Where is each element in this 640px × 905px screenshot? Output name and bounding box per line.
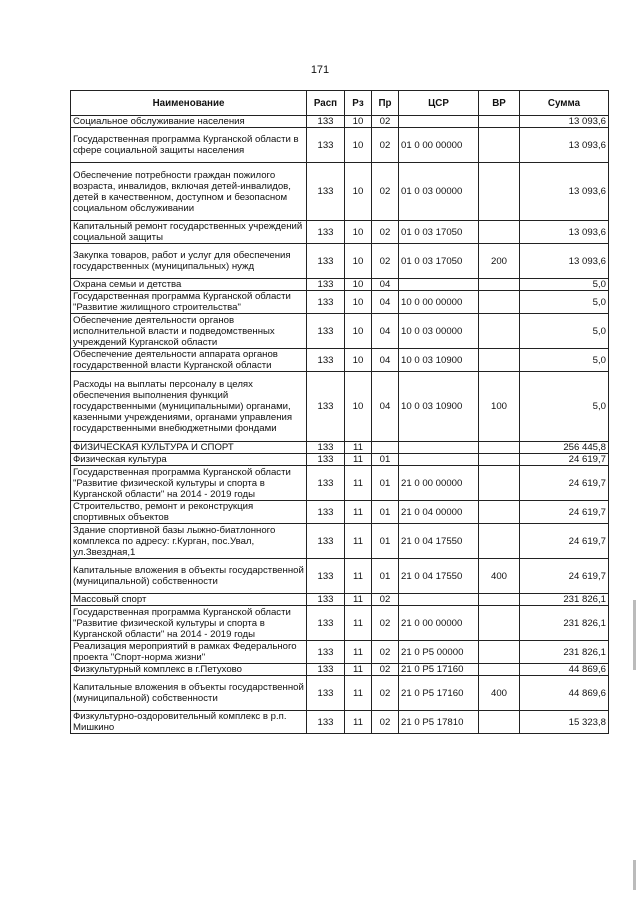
budget-table [70, 90, 609, 734]
row-vr [479, 442, 520, 454]
row-sum: 13 093,6 [520, 128, 609, 163]
row-rz: 11 [345, 442, 372, 454]
row-sum: 13 093,6 [520, 221, 609, 244]
row-sum: 256 445,8 [520, 442, 609, 454]
row-vr [479, 279, 520, 291]
row-rasp: 133 [307, 163, 345, 221]
row-rasp: 133 [307, 314, 345, 349]
table-row [71, 221, 609, 244]
row-pr: 02 [372, 664, 399, 676]
row-rz: 11 [345, 466, 372, 501]
row-csr: 10 0 03 00000 [399, 314, 479, 349]
row-pr: 02 [372, 641, 399, 664]
row-csr: 21 0 04 17550 [399, 524, 479, 559]
row-vr [479, 454, 520, 466]
row-csr: 10 0 03 10900 [399, 372, 479, 442]
row-pr: 04 [372, 314, 399, 349]
table-row [71, 501, 609, 524]
row-sum: 13 093,6 [520, 163, 609, 221]
row-pr: 02 [372, 244, 399, 279]
row-sum: 5,0 [520, 279, 609, 291]
row-sum: 24 619,7 [520, 524, 609, 559]
row-csr: 21 0 P5 17160 [399, 676, 479, 711]
row-pr: 02 [372, 676, 399, 711]
row-sum: 5,0 [520, 314, 609, 349]
row-rz: 11 [345, 676, 372, 711]
row-csr: 21 0 P5 17160 [399, 664, 479, 676]
row-sum: 5,0 [520, 291, 609, 314]
row-sum: 13 093,6 [520, 116, 609, 128]
row-name: ФИЗИЧЕСКАЯ КУЛЬТУРА И СПОРТ [71, 442, 307, 454]
row-rz: 10 [345, 163, 372, 221]
row-name: Строительство, ремонт и реконструкция спортивных объектов [71, 501, 307, 524]
row-rasp: 133 [307, 466, 345, 501]
row-rz: 10 [345, 244, 372, 279]
row-rz: 11 [345, 501, 372, 524]
row-vr [479, 314, 520, 349]
row-csr: 21 0 04 00000 [399, 501, 479, 524]
row-pr: 01 [372, 454, 399, 466]
row-vr [479, 221, 520, 244]
row-sum: 231 826,1 [520, 594, 609, 606]
row-csr: 10 0 00 00000 [399, 291, 479, 314]
row-rz: 11 [345, 559, 372, 594]
table-row [71, 454, 609, 466]
row-name: Физическая культура [71, 454, 307, 466]
column-header-pr: Пр [372, 91, 399, 116]
row-vr [479, 606, 520, 641]
row-rasp: 133 [307, 606, 345, 641]
table-row [71, 116, 609, 128]
row-pr: 02 [372, 116, 399, 128]
row-name: Государственная программа Курганской области "Развитие жилищного строительства" [71, 291, 307, 314]
row-rz: 10 [345, 291, 372, 314]
row-sum: 24 619,7 [520, 559, 609, 594]
page-number: 171 [310, 64, 330, 76]
row-csr: 21 0 P5 17810 [399, 711, 479, 734]
row-pr: 01 [372, 559, 399, 594]
row-csr: 10 0 03 10900 [399, 349, 479, 372]
table-row [71, 594, 609, 606]
row-rasp: 133 [307, 711, 345, 734]
row-rz: 10 [345, 314, 372, 349]
row-rz: 11 [345, 641, 372, 664]
row-rasp: 133 [307, 221, 345, 244]
row-rz: 11 [345, 524, 372, 559]
table-row [71, 314, 609, 349]
row-csr: 01 0 03 00000 [399, 163, 479, 221]
row-pr: 04 [372, 372, 399, 442]
row-vr [479, 116, 520, 128]
row-rz: 10 [345, 372, 372, 442]
row-pr: 02 [372, 163, 399, 221]
column-header-rasp: Расп [307, 91, 345, 116]
row-pr: 02 [372, 221, 399, 244]
row-vr [479, 664, 520, 676]
row-rasp: 133 [307, 559, 345, 594]
row-csr [399, 594, 479, 606]
row-rasp: 133 [307, 244, 345, 279]
table-row [71, 606, 609, 641]
row-rasp: 133 [307, 128, 345, 163]
row-pr: 04 [372, 279, 399, 291]
row-csr [399, 279, 479, 291]
row-vr: 100 [479, 372, 520, 442]
row-pr: 04 [372, 349, 399, 372]
table-row [71, 163, 609, 221]
row-vr [479, 163, 520, 221]
row-name: Государственная программа Курганской области "Развитие физической культуры и спорта в Курганской области" на 2014 - 2019 годы [71, 466, 307, 501]
row-sum: 13 093,6 [520, 244, 609, 279]
table-header-row [71, 91, 609, 116]
scan-edge-mark [633, 860, 636, 890]
row-pr: 02 [372, 594, 399, 606]
row-csr: 01 0 00 00000 [399, 128, 479, 163]
table-row [71, 372, 609, 442]
row-rz: 10 [345, 116, 372, 128]
row-vr [479, 641, 520, 664]
row-name: Физкультурно-оздоровительный комплекс в р.п. Мишкино [71, 711, 307, 734]
row-rz: 10 [345, 128, 372, 163]
table-row [71, 711, 609, 734]
row-csr [399, 454, 479, 466]
table-row [71, 244, 609, 279]
row-rz: 10 [345, 349, 372, 372]
row-csr: 21 0 P5 00000 [399, 641, 479, 664]
row-rasp: 133 [307, 279, 345, 291]
row-rasp: 133 [307, 664, 345, 676]
row-rz: 11 [345, 594, 372, 606]
row-name: Обеспечение деятельности органов исполнительной власти и подведомственных учреждений Курганской области [71, 314, 307, 349]
column-header-name: Наименование [71, 91, 307, 116]
row-csr [399, 442, 479, 454]
row-pr: 01 [372, 524, 399, 559]
row-csr: 01 0 03 17050 [399, 221, 479, 244]
row-name: Государственная программа Курганской области в сфере социальной защиты населения [71, 128, 307, 163]
row-pr: 02 [372, 128, 399, 163]
row-vr: 200 [479, 244, 520, 279]
table-row [71, 676, 609, 711]
row-rasp: 133 [307, 524, 345, 559]
row-sum: 24 619,7 [520, 466, 609, 501]
row-csr: 01 0 03 17050 [399, 244, 479, 279]
row-rz: 11 [345, 664, 372, 676]
row-vr [479, 594, 520, 606]
row-csr: 21 0 00 00000 [399, 466, 479, 501]
row-vr: 400 [479, 559, 520, 594]
row-vr: 400 [479, 676, 520, 711]
row-vr [479, 711, 520, 734]
row-pr: 01 [372, 466, 399, 501]
table-row [71, 559, 609, 594]
column-header-csr: ЦСР [399, 91, 479, 116]
row-csr [399, 116, 479, 128]
table-row [71, 442, 609, 454]
table-row [71, 466, 609, 501]
row-pr: 04 [372, 291, 399, 314]
row-sum: 44 869,6 [520, 676, 609, 711]
column-header-vr: ВР [479, 91, 520, 116]
row-rasp: 133 [307, 454, 345, 466]
row-vr [479, 291, 520, 314]
row-sum: 44 869,6 [520, 664, 609, 676]
row-vr [479, 501, 520, 524]
row-name: Обеспечение потребности граждан пожилого возраста, инвалидов, включая детей-инвалидов, детей в качественном, доступном и безопасном социальном обслуживании [71, 163, 307, 221]
row-sum: 24 619,7 [520, 501, 609, 524]
row-rasp: 133 [307, 291, 345, 314]
column-header-rz: Рз [345, 91, 372, 116]
table-row [71, 641, 609, 664]
row-name: Физкультурный комплекс в г.Петухово [71, 664, 307, 676]
row-sum: 15 323,8 [520, 711, 609, 734]
table-row [71, 349, 609, 372]
row-name: Капитальные вложения в объекты государственной (муниципальной) собственности [71, 676, 307, 711]
row-name: Обеспечение деятельности аппарата органов государственной власти Курганской области [71, 349, 307, 372]
table-row [71, 664, 609, 676]
row-name: Реализация мероприятий в рамках Федерального проекта "Спорт-норма жизни" [71, 641, 307, 664]
row-sum: 231 826,1 [520, 606, 609, 641]
row-sum: 231 826,1 [520, 641, 609, 664]
row-csr: 21 0 04 17550 [399, 559, 479, 594]
row-sum: 5,0 [520, 372, 609, 442]
row-rasp: 133 [307, 641, 345, 664]
row-name: Капитальный ремонт государственных учреждений социальной защиты [71, 221, 307, 244]
row-name: Массовый спорт [71, 594, 307, 606]
row-pr: 02 [372, 606, 399, 641]
row-rz: 10 [345, 279, 372, 291]
table-row [71, 279, 609, 291]
row-rasp: 133 [307, 594, 345, 606]
row-name: Расходы на выплаты персоналу в целях обеспечения выполнения функций государственными (муниципальными) органами, казенными учреждениями, органами управления государственными внебюджетными фондами [71, 372, 307, 442]
row-rasp: 133 [307, 676, 345, 711]
table-row [71, 128, 609, 163]
row-pr: 02 [372, 711, 399, 734]
row-rz: 11 [345, 454, 372, 466]
row-rz: 11 [345, 606, 372, 641]
scan-edge-mark [633, 600, 636, 670]
row-name: Закупка товаров, работ и услуг для обеспечения государственных (муниципальных) нужд [71, 244, 307, 279]
row-name: Капитальные вложения в объекты государственной (муниципальной) собственности [71, 559, 307, 594]
row-name: Государственная программа Курганской области "Развитие физической культуры и спорта в Курганской области" на 2014 - 2019 годы [71, 606, 307, 641]
row-rasp: 133 [307, 349, 345, 372]
row-rasp: 133 [307, 501, 345, 524]
column-header-sum: Сумма [520, 91, 609, 116]
row-vr [479, 128, 520, 163]
table-row [71, 291, 609, 314]
row-rasp: 133 [307, 372, 345, 442]
row-pr [372, 442, 399, 454]
table-row [71, 524, 609, 559]
row-pr: 01 [372, 501, 399, 524]
row-sum: 24 619,7 [520, 454, 609, 466]
row-vr [479, 524, 520, 559]
row-sum: 5,0 [520, 349, 609, 372]
row-name: Охрана семьи и детства [71, 279, 307, 291]
row-vr [479, 349, 520, 372]
row-csr: 21 0 00 00000 [399, 606, 479, 641]
row-name: Здание спортивной базы лыжно-биатлонного комплекса по адресу: г.Курган, пос.Увал, ул.Звездная,1 [71, 524, 307, 559]
row-rasp: 133 [307, 116, 345, 128]
row-rz: 10 [345, 221, 372, 244]
row-name: Социальное обслуживание населения [71, 116, 307, 128]
row-rz: 11 [345, 711, 372, 734]
row-vr [479, 466, 520, 501]
row-rasp: 133 [307, 442, 345, 454]
